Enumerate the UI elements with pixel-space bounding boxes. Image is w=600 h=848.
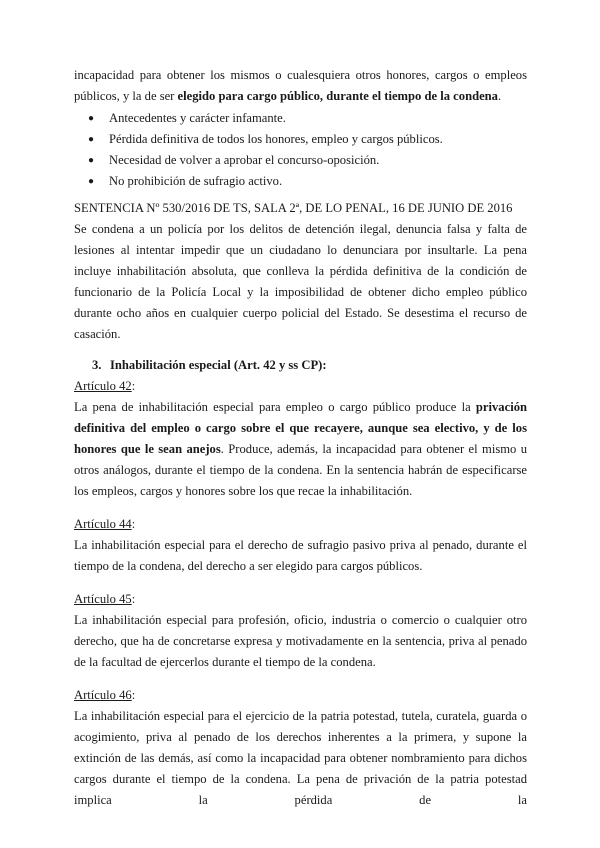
sentencia-title: SENTENCIA Nº 530/2016 DE TS, SALA 2ª, DE LO PENAL, 16 DE JUNIO DE 2016: [74, 201, 513, 215]
section-heading: [74, 355, 527, 376]
section-title: Inhabilitación especial (Art. 42 y ss CP):: [110, 358, 327, 372]
article-44-heading: [74, 514, 527, 535]
bullet-icon: ●: [88, 155, 95, 166]
article-42-text: La pena de inhabilitación especial para empleo o cargo público produce la: [74, 400, 476, 414]
section-number: 3.: [92, 358, 102, 372]
list-item-text: Antecedentes y carácter infamante.: [109, 111, 286, 125]
intro-text: incapacidad para obtener los mismos o cualesquiera otros honores, cargos o empleos públicos, y la de ser: [74, 68, 527, 103]
bullet-icon: ●: [88, 134, 95, 145]
intro-paragraph: [74, 65, 527, 107]
bullet-icon: ●: [88, 176, 95, 187]
list-item-text: Pérdida definitiva de todos los honores, empleo y cargos públicos.: [109, 132, 443, 146]
list-item: [74, 108, 527, 129]
intro-bold-text: elegido para cargo público, durante el tiempo de la condena: [177, 89, 498, 103]
article-42-link[interactable]: Artículo 42: [74, 379, 132, 393]
article-45-link[interactable]: Artículo 45: [74, 592, 132, 606]
bullet-icon: ●: [88, 113, 95, 124]
list-item-text: Necesidad de volver a aprobar el concurso-oposición.: [109, 153, 380, 167]
article-44-colon: :: [131, 517, 136, 531]
list-item: [74, 150, 527, 171]
article-45-heading: [74, 589, 527, 610]
page-content: [74, 65, 527, 811]
article-45-paragraph: La inhabilitación especial para profesión, oficio, industria o comercio o cualquier otro derecho, que ha de concretarse expresa y motivadamente en la sentencia, priva al penado de la facultad de ejercerlos durante el tiempo de la condena.: [74, 613, 527, 669]
article-46-link[interactable]: Artículo 46: [74, 688, 132, 702]
list-item: [74, 171, 527, 192]
article-42-heading: [74, 376, 527, 397]
article-42-colon: :: [131, 379, 136, 393]
article-46-paragraph: La inhabilitación especial para el ejercicio de la patria potestad, tutela, curatela, guarda o acogimiento, priva al penado de los derechos inherentes a la primera, y supone la extinción de las demás, así como la incapacidad para obtener nombramiento para dichos cargos durante el tiempo de la condena. La pena de privación de la patria potestad implica la pérdida de la: [74, 709, 527, 807]
article-46-heading: [74, 685, 527, 706]
list-item-text: No prohibición de sufragio activo.: [109, 174, 283, 188]
intro-text-end: .: [497, 89, 502, 103]
article-45-colon: :: [131, 592, 136, 606]
article-46-colon: :: [131, 688, 136, 702]
bullet-list: [74, 108, 527, 192]
article-42-bold-text: privación definitiva del empleo o cargo sobre el que recayere, aunque sea electivo, y de los honores que le sean anejos: [74, 400, 527, 456]
article-44-link[interactable]: Artículo 44: [74, 517, 132, 531]
sentencia-paragraph: Se condena a un policía por los delitos de detención ilegal, denuncia falsa y falta de lesiones al intentar impedir que un ciudadano lo denunciara por insultarle. La pena incluye inhabilitación absoluta, que conlleva la pérdida definitiva de la condición de funcionario de la Policía Local y la imposibilidad de obtener dicho empleo público durante ocho años en cualquier cuerpo policial del Estado. Se desestima el recurso de casación.: [74, 222, 527, 341]
article-42-paragraph: [74, 397, 527, 502]
list-item: [74, 129, 527, 150]
article-42-text-end: . Produce, además, la incapacidad para obtener el mismo u otros análogos, durante el tiempo de la condena. En la sentencia habrán de especificarse los empleos, cargos y honores sobre los que recae la inhabilitación.: [74, 442, 527, 498]
article-44-paragraph: La inhabilitación especial para el derecho de sufragio pasivo priva al penado, durante el tiempo de la condena, del derecho a ser elegido para cargos públicos.: [74, 538, 527, 573]
